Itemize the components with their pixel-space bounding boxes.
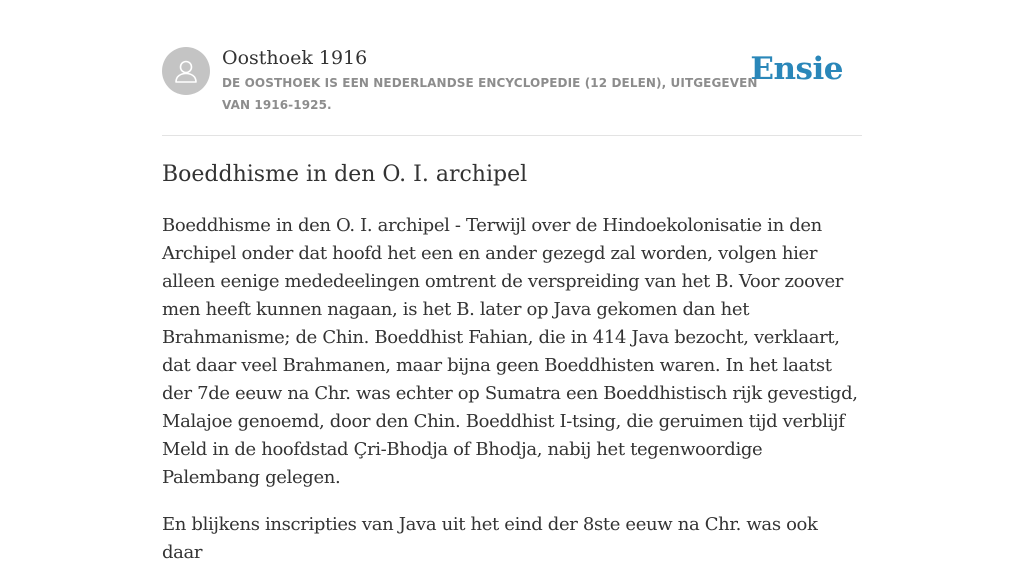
page-title: Boeddhisme in den O. I. archipel — [162, 162, 528, 187]
ensie-logo[interactable]: Ensie — [750, 51, 843, 87]
source-avatar[interactable] — [162, 47, 210, 95]
source-header — [162, 0, 862, 136]
source-description: DE OOSTHOEK IS EEN NEDERLANDSE ENCYCLOPEDIE (12 DELEN), UITGEGEVEN VAN 1916-1925. — [222, 76, 758, 112]
source-title[interactable]: Oosthoek 1916 — [222, 47, 368, 69]
content-column — [162, 0, 862, 563]
user-icon — [172, 57, 200, 85]
article-paragraph: En blijkens inscripties van Java uit het eind der 8ste eeuw na Chr. was ook daar — [162, 514, 818, 563]
article-paragraph: Boeddhisme in den O. I. archipel - Terwijl over de Hindoekolonisatie in den Archipel onder dat hoofd het een en ander gezegd zal worden, volgen hier alleen eenige mededeelingen omtrent de verspreiding van het B. Voor zoover men heeft kunnen nagaan, is het B. later op Java gekomen dan het Brahmanisme; de Chin. Boeddhist Fahian, die in 414 Java bezocht, verklaart, dat daar veel Brahmanen, maar bijna geen Boeddhisten waren. In het laatst der 7de eeuw na Chr. was echter op Sumatra een Boeddhistisch rijk gevestigd, Malajoe genoemd, door den Chin. Boeddhist I-tsing, die geruimen tijd verblijf Meld in de hoofdstad Çri-Bhodja of Bhodja, nabij het tegenwoordige Palembang gelegen. — [162, 215, 858, 488]
article-body — [162, 212, 862, 586]
